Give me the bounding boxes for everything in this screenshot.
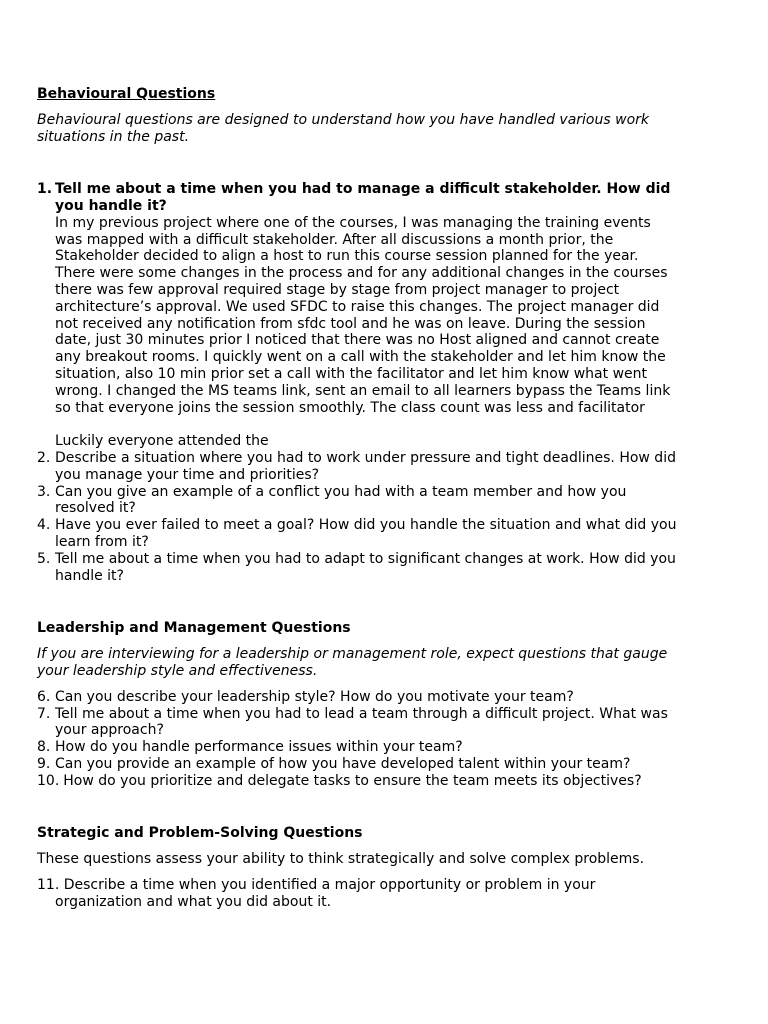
question-item-4 bbox=[37, 517, 677, 551]
question-text: Can you give an example of a conflict you had with a team member and how you resolved it? bbox=[55, 483, 627, 517]
leadership-intro: If you are interviewing for a leadership or management role, expect questions that gauge your leadership style and effectiveness. bbox=[37, 646, 668, 679]
question-item-6 bbox=[37, 689, 677, 706]
leadership-heading: Leadership and Management Questions bbox=[37, 620, 351, 637]
answer-text: In my previous project where one of the courses, I was managing the training events was mapped with a difficult stakeholder. After all discussions a month prior, the Stakeholder decided to align a host to run this course session planned for the year. There were some changes in the process and for any additional changes in the courses there was few approval required stage by stage from project manager to project architecture’s approval. We used SFDC to raise this changes. The project manager did not received any notification from sfdc tool and he was on leave. During the session date, just 30 minutes prior I noticed that there was no Host aligned and cannot create any breakout rooms. I quickly went on a call with the stakeholder and let him know the situation, also 10 min prior set a call with the facilitator and let him know what went wrong. I changed the MS teams link, sent an email to all learners bypass the Teams link so that everyone joins the session smoothly. The class count was less and facilitator bbox=[55, 214, 671, 416]
question-item-11 bbox=[37, 877, 677, 911]
question-item-10 bbox=[37, 773, 677, 790]
spacer bbox=[37, 416, 677, 433]
question-item-7 bbox=[37, 706, 677, 740]
question-text: How do you prioritize and delegate tasks to ensure the team meets its objectives? bbox=[63, 772, 642, 789]
question-item-9 bbox=[37, 756, 677, 773]
question-number: 2. bbox=[37, 449, 51, 466]
question-text: Tell me about a time when you had to manage a difficult stakeholder. How did you handle it? bbox=[55, 181, 671, 214]
question-text: Have you ever failed to meet a goal? How did you handle the situation and what did you learn from it? bbox=[55, 517, 677, 550]
question-item-8 bbox=[37, 739, 677, 756]
question-number: 4. bbox=[37, 517, 51, 534]
question-number: 1. bbox=[37, 181, 53, 198]
behavioural-heading: Behavioural Questions bbox=[37, 86, 216, 102]
behavioural-intro: Behavioural questions are designed to understand how you have handled various work situations in the past. bbox=[37, 111, 649, 145]
question-number: 6. bbox=[37, 688, 51, 705]
spacer bbox=[37, 154, 677, 171]
question-item-1 bbox=[37, 181, 677, 215]
spacer bbox=[37, 789, 677, 825]
question-text: Describe a time when you identified a major opportunity or problem in your organization and what you did about it. bbox=[55, 877, 596, 910]
strategic-intro: These questions assess your ability to think strategically and solve complex problems. bbox=[37, 851, 645, 868]
question-text: How do you handle performance issues within your team? bbox=[55, 739, 463, 756]
question-number: 7. bbox=[37, 705, 51, 722]
question-text: Can you describe your leadership style? How do you motivate your team? bbox=[55, 688, 574, 705]
question-number: 3. bbox=[37, 483, 51, 500]
document-page bbox=[37, 86, 677, 911]
spacer bbox=[37, 584, 677, 620]
question-text: Tell me about a time when you had to lead a team through a difficult project. What was your approach? bbox=[55, 705, 668, 739]
question-item-5 bbox=[37, 551, 677, 585]
question-number: 10. bbox=[37, 772, 60, 789]
question-item-2 bbox=[37, 450, 677, 484]
question-text: Tell me about a time when you had to adapt to significant changes at work. How did you handle it? bbox=[55, 550, 676, 584]
question-number: 8. bbox=[37, 739, 51, 756]
question-text: Can you provide an example of how you have developed talent within your team? bbox=[55, 755, 631, 772]
question-number: 11. bbox=[37, 877, 60, 894]
question-number: 9. bbox=[37, 755, 51, 772]
strategic-heading: Strategic and Problem-Solving Questions bbox=[37, 825, 363, 842]
answer-extra-text: Luckily everyone attended the bbox=[55, 433, 269, 450]
question-item-3 bbox=[37, 484, 677, 518]
question-text: Describe a situation where you had to work under pressure and tight deadlines. How did you manage your time and priorities? bbox=[55, 449, 676, 483]
question-number: 5. bbox=[37, 550, 51, 567]
